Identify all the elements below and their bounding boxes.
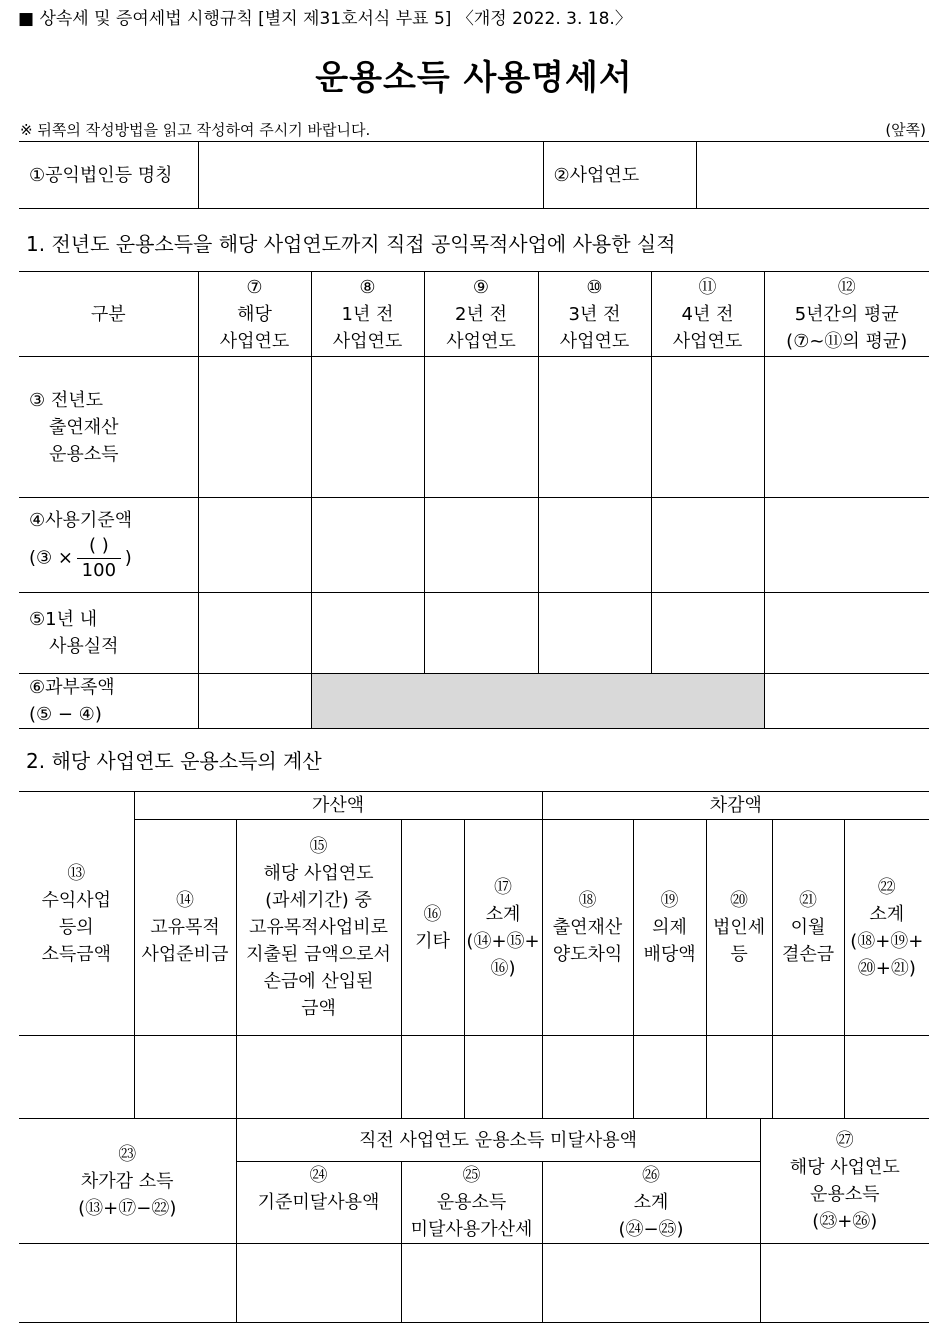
- cell-24[interactable]: [236, 1244, 401, 1323]
- header-col23-line1: 차가감 소득: [80, 1170, 174, 1192]
- header-col9-no: ⑨: [472, 276, 490, 298]
- header-col18: [542, 820, 633, 1036]
- header-col15-line2: (과세기간) 중: [265, 890, 372, 911]
- page-side-label: (앞쪽): [885, 121, 926, 139]
- row3-cell-10[interactable]: [538, 357, 651, 498]
- header-col16-line1: 기타: [415, 930, 450, 952]
- header-col15-line6: 금액: [301, 998, 336, 1019]
- header-col26-line1: 소계: [633, 1192, 669, 1213]
- header-col12-line2: (⑦~⑪의 평균): [786, 330, 908, 352]
- cell-16[interactable]: [401, 1036, 464, 1119]
- cell-21[interactable]: [772, 1036, 844, 1119]
- header-col22-line1: 소계: [869, 903, 905, 925]
- cell-17[interactable]: [464, 1036, 542, 1119]
- header-col7-no: ⑦: [246, 276, 263, 298]
- row3-cell-8[interactable]: [311, 357, 424, 498]
- row6-cell-7[interactable]: [198, 674, 311, 729]
- row4-cell-10[interactable]: [538, 498, 651, 593]
- cell-19[interactable]: [633, 1036, 706, 1119]
- row4-label: [19, 498, 198, 593]
- header-col10: [538, 272, 651, 357]
- header-col13-line2: 등의: [58, 916, 94, 938]
- business-year-label: ②사업연도: [543, 142, 696, 209]
- row3-cell-12[interactable]: [764, 357, 929, 498]
- header-col13-line3: 소득금액: [41, 943, 112, 965]
- cell-15[interactable]: [236, 1036, 401, 1119]
- header-col11-no: ⑪: [698, 276, 717, 298]
- header-col16: [401, 820, 464, 1036]
- header-col15-no: ⑮: [309, 836, 328, 857]
- row-6: [19, 674, 929, 729]
- header-col9-line2: 사업연도: [446, 330, 516, 352]
- header-col18-line1: 출연재산: [552, 917, 623, 938]
- row-4: [19, 498, 929, 593]
- cell-18[interactable]: [542, 1036, 633, 1119]
- header-col21-line2: 결손금: [781, 944, 835, 965]
- row5-cell-8[interactable]: [311, 593, 424, 674]
- header-col14-line2: 사업준비금: [141, 944, 229, 965]
- row4-cell-11[interactable]: [651, 498, 764, 593]
- header-col10-no: ⑩: [586, 276, 603, 298]
- header-col15-line5: 손금에 산입된: [263, 971, 374, 992]
- header-col17-no: ⑰: [494, 876, 513, 898]
- row5-line1: ⑤1년 내: [29, 609, 98, 630]
- header-col7: [198, 272, 311, 357]
- section2-title: 2. 해당 사업연도 운용소득의 계산: [26, 749, 322, 773]
- header-col12-line1: 5년간의 평균: [794, 303, 899, 325]
- header-col16-no: ⑯: [423, 903, 442, 925]
- header-col15-line3: 고유목적사업비로: [248, 917, 389, 938]
- header-col20-no: ⑳: [730, 890, 749, 911]
- header-col24-line1: 기준미달사용액: [257, 1192, 380, 1213]
- row-3: [19, 357, 929, 498]
- header-col24-no: ㉔: [309, 1165, 328, 1186]
- header-col17-line1: 소계: [485, 903, 521, 925]
- row4-cell-9[interactable]: [424, 498, 538, 593]
- header-col20-line2: 등: [730, 944, 748, 965]
- row4-formula: [29, 534, 198, 583]
- section2-input-row: [19, 1036, 929, 1119]
- header-col8: [311, 272, 424, 357]
- header-col17-line3: ⑯): [490, 957, 516, 979]
- cell-23[interactable]: [19, 1244, 236, 1323]
- header-col19-line2: 배당액: [643, 944, 696, 965]
- header-col20-line1: 법인세: [712, 917, 766, 938]
- row3-label: [19, 357, 198, 498]
- row5-label: [19, 593, 198, 674]
- header-col23-no: ㉓: [118, 1143, 137, 1165]
- header-col9: [424, 272, 538, 357]
- header-col27: [760, 1119, 929, 1244]
- page-title: 운용소득 사용명세서: [315, 58, 633, 98]
- org-name-label: ①공익법인등 명칭: [19, 142, 198, 209]
- header-col19-line1: 의제: [652, 917, 687, 938]
- section3-table: [19, 1118, 929, 1323]
- header-col25-line1: 운용소득: [436, 1192, 507, 1213]
- cell-22[interactable]: [844, 1036, 929, 1119]
- row6-line1: ⑥과부족액: [29, 677, 115, 698]
- org-name-field[interactable]: [198, 142, 543, 209]
- row5-line2: 사용실적: [49, 636, 119, 657]
- cell-26[interactable]: [542, 1244, 760, 1323]
- row6-cell-12[interactable]: [764, 674, 929, 729]
- row6-label: [19, 674, 198, 729]
- header-col27-no: ㉗: [835, 1130, 854, 1151]
- header-col17: [464, 820, 542, 1036]
- header-col26: [542, 1162, 760, 1244]
- row5-cell-12[interactable]: [764, 593, 929, 674]
- group-deduction-header: 차감액: [542, 792, 929, 820]
- section1-table: [19, 271, 929, 729]
- header-col22-line3: ⑳+㉑): [857, 957, 916, 979]
- header-col25-no: ㉕: [462, 1165, 481, 1186]
- header-col22: [844, 820, 929, 1036]
- header-col18-line2: 양도차익: [552, 944, 623, 965]
- cell-20[interactable]: [706, 1036, 772, 1119]
- header-col19: [633, 820, 706, 1036]
- header-col18-no: ⑱: [578, 890, 597, 911]
- header-col14-line1: 고유목적: [150, 917, 220, 938]
- header-col19-no: ⑲: [660, 890, 679, 911]
- row4-cell-12[interactable]: [764, 498, 929, 593]
- header-col23-line2: (⑬+⑰−㉒): [78, 1197, 177, 1219]
- header-col8-line1: 1년 전: [341, 303, 394, 325]
- row4-line1: ④사용기준액: [29, 510, 133, 531]
- row4-cell-8[interactable]: [311, 498, 424, 593]
- header-col11-line1: 4년 전: [681, 303, 734, 325]
- business-year-field[interactable]: [696, 142, 929, 209]
- row6-line2: (⑤ − ④): [29, 704, 102, 725]
- cell-25[interactable]: [401, 1244, 542, 1323]
- section1-title: 1. 전년도 운용소득을 해당 사업연도까지 직접 공익목적사업에 사용한 실적: [26, 232, 676, 256]
- row3-line3: 운용소득: [49, 443, 119, 465]
- header-col10-line2: 사업연도: [559, 330, 630, 352]
- row4-fraction-den: 100: [81, 560, 117, 581]
- header-col27-line1: 해당 사업연도: [789, 1157, 900, 1178]
- row3-line1: ③ 전년도: [29, 389, 104, 411]
- form-header-reference: ■ 상속세 및 증여세법 시행규칙 [별지 제31호서식 부표 5] 〈개정 2022. 3. 18.〉: [18, 9, 632, 29]
- header-col27-line3: (㉓+㉖): [812, 1211, 878, 1232]
- header-col8-line2: 사업연도: [332, 330, 403, 352]
- header-col22-no: ㉒: [877, 876, 896, 898]
- header-col7-line1: 해당: [237, 303, 272, 325]
- row6-shaded-cell: [311, 674, 764, 729]
- row3-line2: 출연재산: [49, 416, 119, 438]
- header-col14: [134, 820, 236, 1036]
- header-col7-line2: 사업연도: [219, 330, 290, 352]
- header-col12: [764, 272, 929, 357]
- header-col26-line2: (㉔−㉕): [618, 1219, 684, 1240]
- header-col27-line2: 운용소득: [810, 1184, 880, 1205]
- header-col15-line4: 지출된 금액으로서: [246, 944, 391, 965]
- cell-14[interactable]: [134, 1036, 236, 1119]
- header-col10-line1: 3년 전: [568, 303, 621, 325]
- cell-27[interactable]: [760, 1244, 929, 1323]
- row4-fraction-num: ( ): [77, 534, 121, 559]
- header-col21-no: ㉑: [799, 890, 818, 911]
- header-col13-no: ⑬: [67, 862, 86, 884]
- header-col22-line2: (⑱+⑲+: [850, 930, 924, 952]
- row3-cell-9[interactable]: [424, 357, 538, 498]
- header-col21-line1: 이월: [790, 917, 826, 938]
- instruction-note: ※ 뒤쪽의 작성방법을 읽고 작성하여 주시기 바랍니다.: [20, 121, 371, 139]
- cell-13[interactable]: [19, 1036, 134, 1119]
- header-col11: [651, 272, 764, 357]
- header-col23: [19, 1119, 236, 1244]
- row4-formula-right: ): [124, 547, 132, 569]
- category-header: 구분: [19, 272, 198, 357]
- row5-cell-11[interactable]: [651, 593, 764, 674]
- header-col25: [401, 1162, 542, 1244]
- header-col24: [236, 1162, 401, 1244]
- header-col14-no: ⑭: [176, 890, 194, 911]
- row3-cell-11[interactable]: [651, 357, 764, 498]
- header-col15: [236, 820, 401, 1036]
- header-col20: [706, 820, 772, 1036]
- section2-table: [19, 791, 929, 1119]
- header-col26-no: ㉖: [642, 1165, 661, 1186]
- row5-cell-7[interactable]: [198, 593, 311, 674]
- header-col11-line2: 사업연도: [672, 330, 743, 352]
- header-col9-line1: 2년 전: [455, 303, 507, 325]
- info-table: [19, 141, 929, 209]
- section3-input-row: [19, 1244, 929, 1323]
- header-col13: [19, 792, 134, 1036]
- header-col17-line2: (⑭+⑮+: [466, 930, 540, 952]
- row3-cell-7[interactable]: [198, 357, 311, 498]
- header-col15-line1: 해당 사업연도: [263, 863, 374, 884]
- row4-formula-left: (③ ×: [29, 547, 73, 569]
- row5-cell-9[interactable]: [424, 593, 538, 674]
- group-addition-header: 가산액: [134, 792, 542, 820]
- header-col12-no: ⑫: [837, 276, 856, 298]
- row4-cell-7[interactable]: [198, 498, 311, 593]
- row5-cell-10[interactable]: [538, 593, 651, 674]
- header-col25-line2: 미달사용가산세: [410, 1219, 533, 1240]
- header-col8-no: ⑧: [359, 276, 376, 298]
- row-5: [19, 593, 929, 674]
- header-col13-line1: 수익사업: [41, 889, 112, 911]
- group-prev-unused-header: 직전 사업연도 운용소득 미달사용액: [236, 1119, 760, 1162]
- header-col21: [772, 820, 844, 1036]
- row4-fraction: [77, 534, 121, 583]
